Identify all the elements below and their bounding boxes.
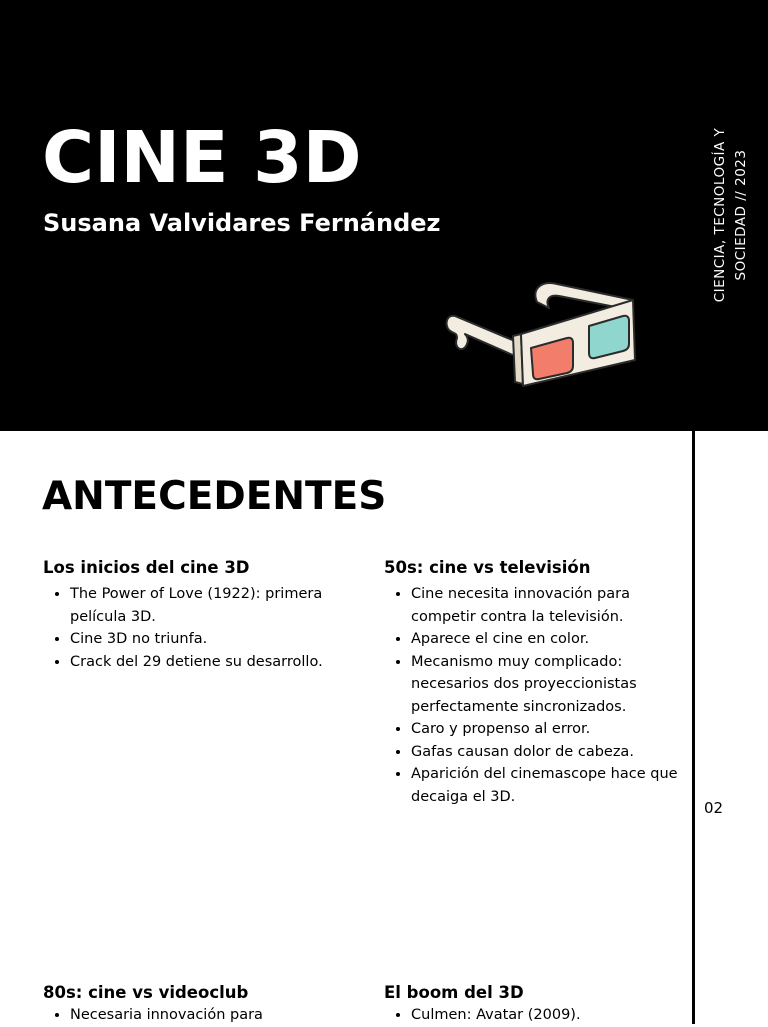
list-item: • The Power of Love (1922): primera película 3D. [70, 583, 343, 628]
course-label-line-2: SOCIEDAD // 2023 [733, 149, 749, 281]
bullet-list [43, 1004, 343, 1027]
page-number: 02 [704, 799, 724, 817]
bullet-list [43, 583, 343, 673]
list-item: • Aparece el cine en color. [411, 628, 684, 651]
list-item: • Crack del 29 detiene su desarrollo. [70, 651, 343, 674]
column-heading: 50s: cine vs televisión [384, 558, 591, 577]
course-label [710, 128, 752, 303]
list-item: • Culmen: Avatar (2009). [411, 1004, 684, 1027]
column-80s [43, 982, 343, 1027]
list-item: • Aparición del cinemascope hace que decaiga el 3D. [411, 763, 684, 808]
column-heading: El boom del 3D [384, 983, 524, 1002]
author-name: Susana Valvidares Fernández [43, 209, 441, 237]
3d-glasses-icon [445, 278, 637, 390]
list-item: • Gafas causan dolor de cabeza. [411, 741, 684, 764]
column-3d-boom [384, 982, 684, 1027]
list-item: • Cine necesita innovación para competir contra la televisión. [411, 583, 684, 628]
column-heading: 80s: cine vs videoclub [43, 983, 249, 1002]
course-label-line-1: CIENCIA, TECNOLOGÍA Y [712, 127, 728, 303]
page-title: CINE 3D [42, 116, 362, 199]
bullet-list [384, 1004, 684, 1027]
list-item: • Necesaria innovación para [70, 1004, 343, 1027]
section-title: ANTECEDENTES [42, 474, 387, 519]
column-heading: Los inicios del cine 3D [43, 558, 250, 577]
vertical-divider [692, 0, 695, 1024]
column-50s [384, 557, 684, 808]
bullet-list [384, 583, 684, 808]
column-early-3d [43, 557, 343, 673]
list-item: • Mecanismo muy complicado: necesarios dos proyeccionistas perfectamente sincronizados. [411, 651, 684, 719]
list-item: • Cine 3D no triunfa. [70, 628, 343, 651]
list-item: • Caro y propenso al error. [411, 718, 684, 741]
